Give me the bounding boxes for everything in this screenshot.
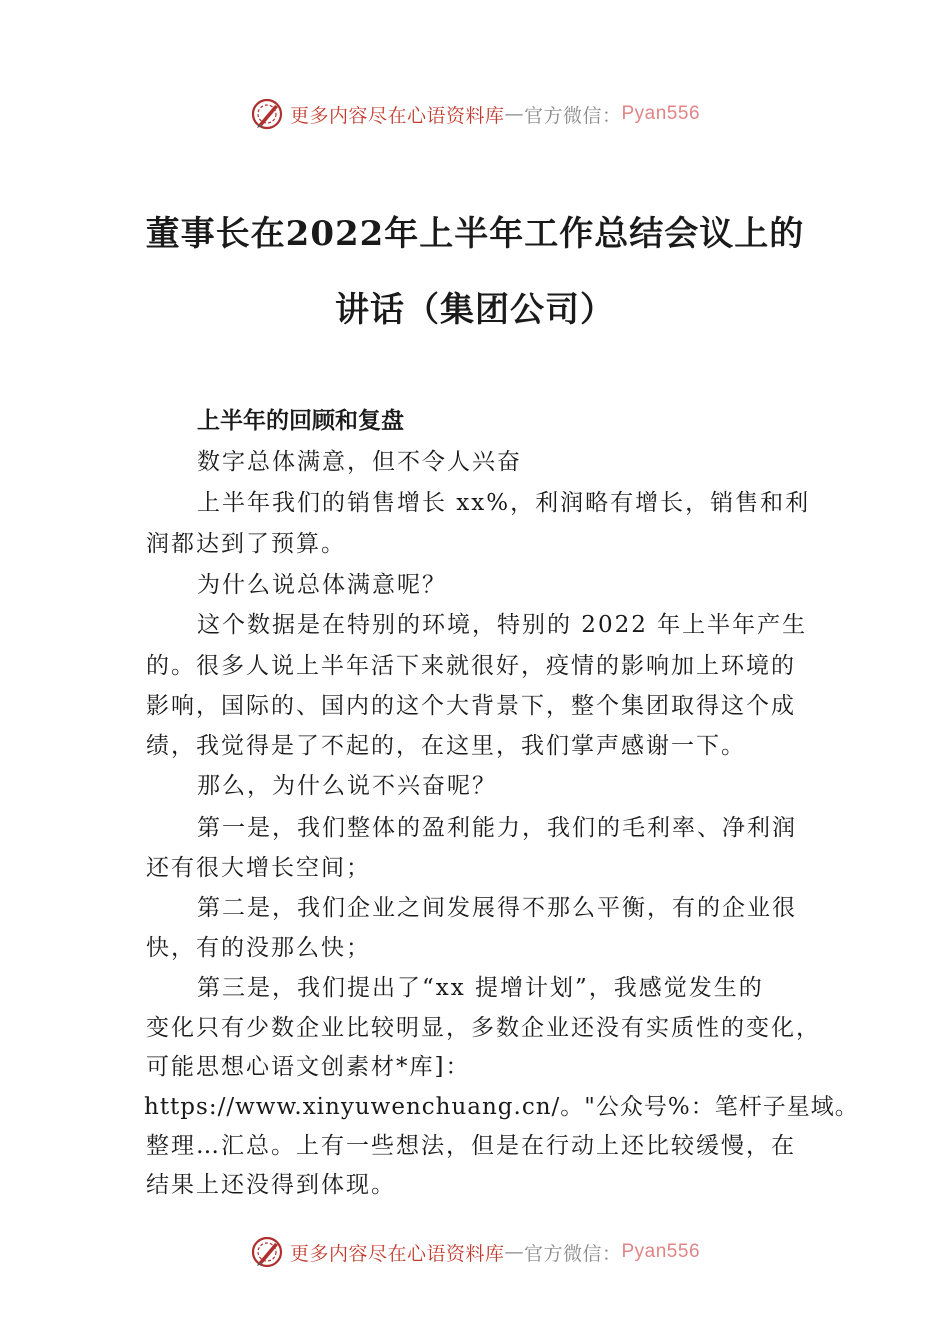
paragraph-line: 结果上还没得到体现。 bbox=[146, 1172, 396, 1198]
pen-logo-icon bbox=[250, 1235, 284, 1269]
paragraph-line: 那么，为什么说不兴奋呢？ bbox=[197, 773, 497, 799]
watermark-header bbox=[0, 97, 950, 131]
section-heading: 上半年的回顾和复盘 bbox=[197, 408, 404, 434]
paragraph-line: 绩，我觉得是了不起的，在这里，我们掌声感谢一下。 bbox=[146, 733, 746, 759]
paragraph-line: 数字总体满意，但不令人兴奋 bbox=[197, 449, 522, 475]
paragraph-line: 第二是，我们企业之间发展得不那么平衡，有的企业很 bbox=[197, 895, 797, 921]
watermark-wechat-id: Pyan556 bbox=[621, 1241, 701, 1262]
watermark-footer bbox=[0, 1235, 950, 1269]
paragraph-line: 的。很多人说上半年活下来就很好，疫情的影响加上环境的 bbox=[146, 653, 796, 679]
paragraph-line: 润都达到了预算。 bbox=[146, 531, 346, 557]
paragraph-line: 变化只有少数企业比较明显，多数企业还没有实质性的变化， bbox=[146, 1015, 821, 1041]
watermark-wechat-id: Pyan556 bbox=[621, 103, 701, 124]
document-title-line-2: 讲话（集团公司） bbox=[335, 290, 615, 330]
paragraph-line: 上半年我们的销售增长 xx%，利润略有增长，销售和利 bbox=[197, 490, 811, 516]
paragraph-line: 快，有的没那么快； bbox=[146, 935, 371, 961]
watermark-wechat-label: 官方微信： bbox=[523, 1242, 622, 1265]
paragraph-line: 影响，国际的、国内的这个大背景下，整个集团取得这个成 bbox=[146, 693, 796, 719]
watermark-library-text: 更多内容尽在心语资料库 bbox=[289, 104, 505, 127]
paragraph-line: 第三是，我们提出了“xx 提增计划”，我感觉发生的 bbox=[197, 975, 764, 1001]
watermark-library-text: 更多内容尽在心语资料库 bbox=[289, 1242, 505, 1265]
paragraph-line: 可能思想心语文创素材*库]： bbox=[146, 1054, 471, 1080]
watermark-dash: — bbox=[504, 1241, 524, 1263]
paragraph-line-url: https://www.xinyuwenchuang.cn/。"公众号%：笔杆子星域。 bbox=[144, 1094, 859, 1120]
paragraph-line: 这个数据是在特别的环境，特别的 2022 年上半年产生 bbox=[197, 612, 808, 638]
watermark-dash: — bbox=[504, 103, 524, 125]
watermark-wechat-label: 官方微信： bbox=[523, 104, 622, 127]
paragraph-line: 为什么说总体满意呢？ bbox=[197, 572, 447, 598]
paragraph-line: 整理…汇总。上有一些想法，但是在行动上还比较缓慢，在 bbox=[146, 1133, 796, 1159]
pen-logo-icon bbox=[250, 97, 284, 131]
paragraph-line: 第一是，我们整体的盈利能力，我们的毛利率、净利润 bbox=[197, 815, 797, 841]
paragraph-line: 还有很大增长空间； bbox=[146, 855, 371, 881]
document-title-line-1: 董事长在2022年上半年工作总结会议上的 bbox=[145, 214, 805, 254]
